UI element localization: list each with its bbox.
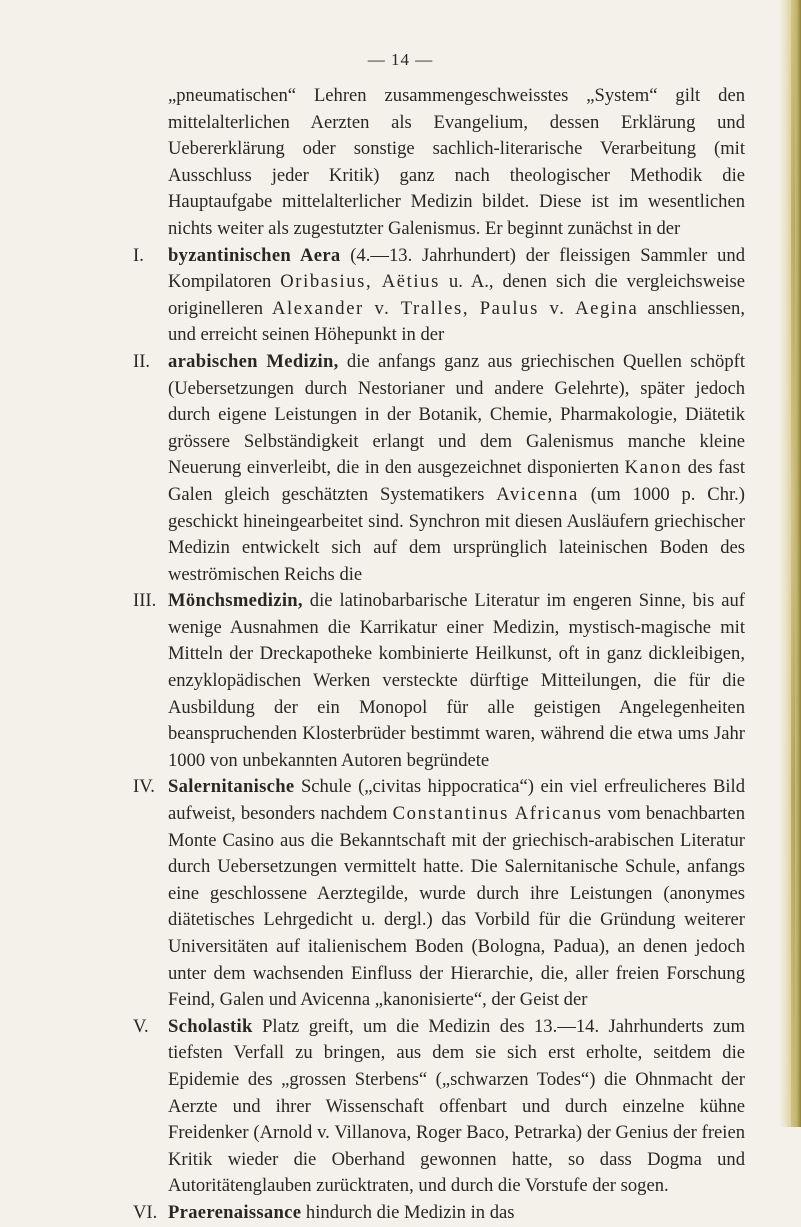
item-spaced-name: Constantinus Africanus (392, 803, 603, 825)
item-text: u. A., denen sich die vergleichsweise originelleren (168, 271, 746, 319)
list-item-2 (133, 349, 746, 588)
item-text: des fast Galen gleich geschätzten Systematikers (168, 457, 746, 505)
list-item-6 (133, 1200, 745, 1227)
item-text: (um 1000 p. Chr.) geschickt hineingearbeitet sind. Synchron mit diesen Ausläufern griechischer Medizin entwickelt sich auf dem ursprünglich lateinischen Boden des weströmischen Reichs die (168, 483, 745, 585)
item-text: hindurch die Medizin in das (301, 1201, 515, 1223)
item-text: Schule („civitas hippocratica“) ein viel erfreulicheres Bild aufweist, besonders nachdem (168, 776, 745, 825)
item-text: Platz greift, um die Medizin des 13.—14. Jahrhunderts zum tiefsten Verfall zu bringen, aus dem sie sich erst erholte, seitdem die Epidemie des „grossen Sterbens“ („schwarzen Todes“) die Ohnmacht der Aerzte und ihrer Wissenschaft offenbart und durch einzelne kühne Freidenker (Arnold v. Villanova, Roger Baco, Petrarka) der Genius der freien Kritik wieder die Oberhand gewonnen hatte, so dass Dogma und Autoritätenglauben zurücktraten, und durch die Vorstufe der sogen. (168, 1015, 745, 1197)
item-numeral: V. (133, 1015, 149, 1037)
list-item-3 (133, 588, 745, 774)
item-keyword: arabischen Medizin, (168, 350, 339, 372)
item-numeral: I. (133, 244, 144, 266)
item-text: die latinobarbarische Literatur im engeren Sinne, bis auf wenige Ausnahmen die Karrikatur einer Medizin, mystisch-magische mit Mitteln der Dreckapotheke kombinierte Heilkunst, oft in ganz dickleibigen, enzyklopädischen Werken versteckte dürftige Mitteilungen, die für die Ausbildung der ein Monopol für alle geistigen Angelegenheiten beanspruchenden Klosterbrüder bestimmt waren, während die etwa ums Jahr 1000 von unbekannten Autoren begründete (168, 590, 745, 771)
item-text: (4.—13. Jahrhundert) der fleissigen Sammler und Kompilatoren (168, 244, 745, 293)
item-keyword: Salernitanische (168, 776, 295, 798)
item-numeral: VI. (133, 1201, 158, 1223)
intro-paragraph: „pneumatischen“ Lehren zusammengeschweisstes „System“ gilt den mittelalterlichen Aerzten als Evangelium, dessen Erklärung und Uebererklärung oder sonstige sachlich-literarische Verarbeitung (mit Ausschluss jeder Kritik) ganz nach theologischer Methodik die Hauptaufgabe mittelalterlicher Medizin bildet. Diese ist im wesentlichen nichts weiter als zugestutzter Galenismus. Er beginnt zunächst in der (168, 85, 745, 239)
page-edge (779, 0, 801, 1127)
item-keyword: Praerenaissance (168, 1201, 302, 1223)
item-keyword: Mönchsmedizin, (168, 590, 303, 612)
page-number: — 14 — (367, 50, 434, 69)
page-edge-shade (791, 0, 795, 1127)
item-spaced-name: Alexander v. Tralles, Paulus v. Aegina (272, 297, 639, 319)
item-text: die anfangs ganz aus griechischen Quellen schöpft (Uebersetzungen durch Nestorianer und andere Gelehrte), später jedoch durch eigene Leistungen in der Botanik, Chemie, Pharmakologie, Diätetik grössere Selbständigkeit erlangt und dem Galenismus manche kleine Neuerung einverleibt, die in den ausgezeichnet disponierten (168, 350, 745, 479)
body-text (133, 83, 746, 1227)
item-spaced-name: Avicenna (496, 483, 579, 505)
item-numeral: IV. (133, 776, 155, 798)
list-item-5 (133, 1014, 745, 1200)
item-text: vom benachbarten Monte Casino aus die Bekanntschaft mit der griechisch-arabischen Literatur durch Uebersetzungen vermittelt hatte. Die Salernitanische Schule, anfangs eine geschlossene Aerztegilde, wurde durch ihre Leistungen (anonymes diätetisches Lehrgedicht u. dergl.) das Vorbild für die Gründung weiterer Universitäten auf italienischem Boden (Bologna, Padua), an denen jedoch unter dem wachsenden Einfluss der Hierarchie, die, aller freien Forschung Feind, Galen und Avicenna „kanonisierte“, der Geist der (168, 803, 745, 1011)
item-spaced-name: Oribasius, Aëtius (280, 271, 440, 293)
item-spaced-name: Kanon (624, 457, 683, 479)
item-keyword: byzantinischen Aera (168, 244, 341, 266)
item-text: anschliessen, und erreicht seinen Höhepunkt in der (168, 297, 745, 346)
list-item-1 (133, 243, 746, 349)
item-keyword: Scholastik (168, 1015, 253, 1037)
item-numeral: III. (133, 590, 157, 612)
list-item-4 (133, 774, 745, 1013)
item-numeral: II. (133, 350, 151, 372)
